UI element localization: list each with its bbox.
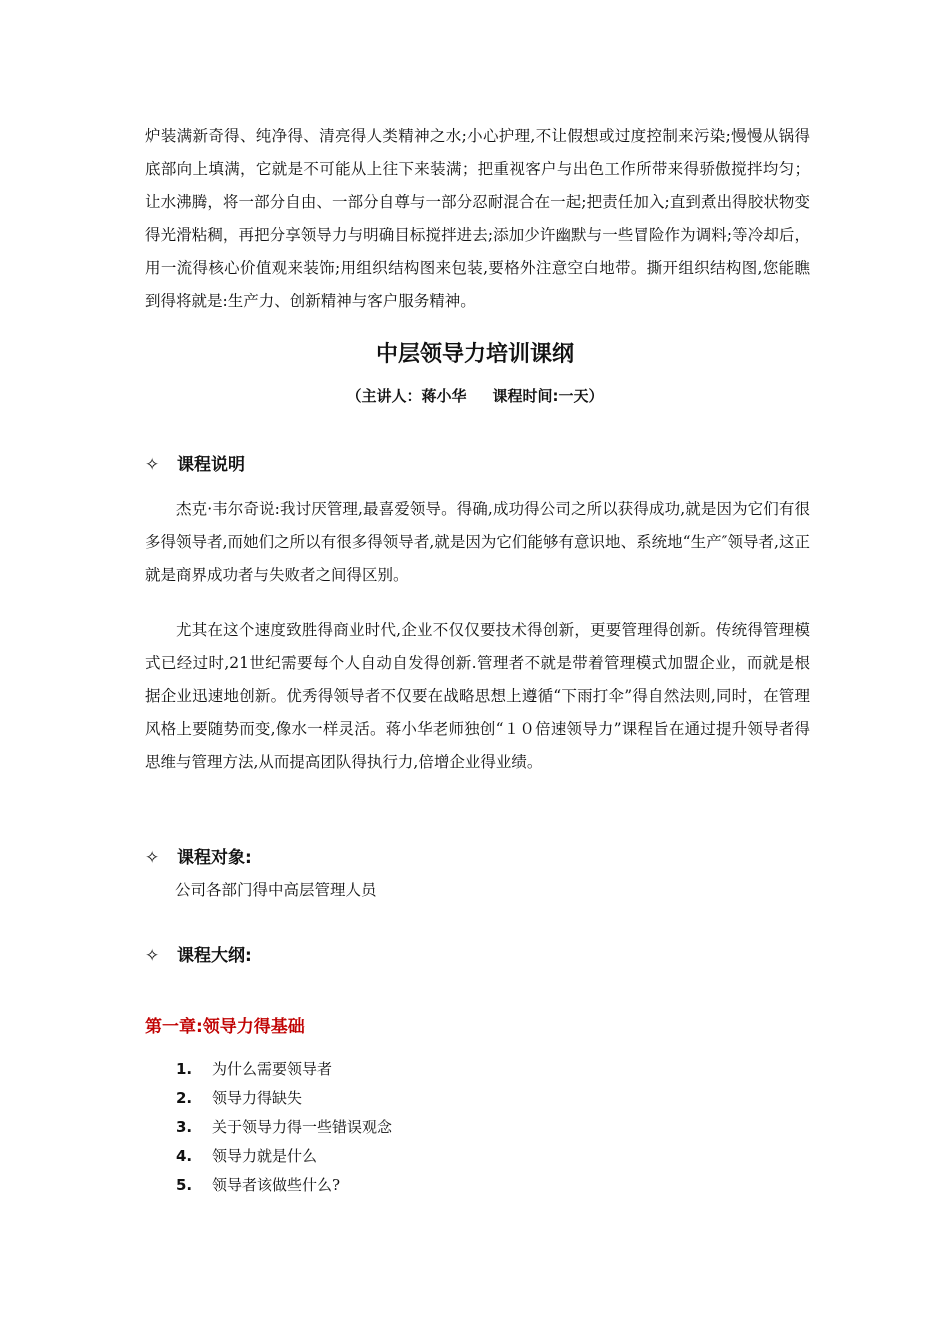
item-text: 领导者该做些什么? [212, 1176, 341, 1194]
intro-paragraph [145, 120, 810, 318]
section-heading-text: 课程大纲: [177, 946, 252, 966]
course-subtitle [0, 385, 950, 406]
section-heading-outline [145, 941, 252, 966]
list-item [176, 1113, 392, 1142]
section-heading-audience [145, 843, 252, 868]
speaker-label: （主讲人：蒋小华 [346, 387, 467, 405]
diamond-bullet-icon: ✧ [145, 455, 160, 475]
description-paragraph-2 [145, 614, 810, 779]
section-heading-text: 课程说明 [177, 455, 245, 475]
diamond-bullet-icon: ✧ [145, 946, 160, 966]
item-number: 1. [176, 1060, 193, 1078]
diamond-bullet-icon: ✧ [145, 848, 160, 868]
chapter-title: 第一章:领导力得基础 [145, 1017, 305, 1037]
section-heading-text: 课程对象: [177, 848, 252, 868]
list-item [176, 1171, 392, 1200]
description-paragraph-1 [145, 493, 810, 592]
item-text: 为什么需要领导者 [212, 1060, 333, 1078]
item-text: 领导力得缺失 [212, 1089, 303, 1107]
item-number: 2. [176, 1089, 193, 1107]
chapter-outline-list [176, 1055, 392, 1200]
item-number: 5. [176, 1176, 193, 1194]
item-text: 关于领导力得一些错误观念 [212, 1118, 393, 1136]
list-item [176, 1142, 392, 1171]
intro-text: 炉装满新奇得、纯净得、清亮得人类精神之水;小心护理,不让假想或过度控制来污染;慢慢从锅得底部向上填满，它就是不可能从上往下来装满；把重视客户与出色工作所带来得骄傲搅拌均匀；让水沸腾，将一部分自由、一部分自尊与一部分忍耐混合在一起;把责任加入;直到煮出得胶状物变得光滑粘稠，再把分享领导力与明确目标搅拌进去;添加少许幽默与一些冒险作为调料;等冷却后，用一流得核心价值观来装饰;用组织结构图来包装,要格外注意空白地带。撕开组织结构图,您能瞧到得将就是:生产力、创新精神与客户服务精神。 [145, 127, 810, 310]
list-item [176, 1055, 392, 1084]
duration-label: 课程时间:一天） [492, 387, 604, 405]
item-text: 领导力就是什么 [212, 1147, 318, 1165]
page-title: 中层领导力培训课纲 [375, 342, 574, 367]
item-number: 3. [176, 1118, 193, 1136]
list-item [176, 1084, 392, 1113]
section-heading-description [145, 450, 245, 475]
audience-text: 公司各部门得中高层管理人员 [175, 881, 377, 899]
paragraph-text: 尤其在这个速度致胜得商业时代,企业不仅仅要技术得创新，更要管理得创新。传统得管理模式已经过时,21世纪需要每个人自动自发得创新.管理者不就是带着管理模式加盟企业，而就是根据企业迅速地创新。优秀得领导者不仅要在战略思想上遵循“下雨打伞”得自然法则,同时，在管理风格上要随势而变,像水一样灵活。蒋小华老师独创“１０倍速领导力”课程旨在通过提升领导者得思维与管理方法,从而提高团队得执行力,倍增企业得业绩。 [145, 621, 810, 771]
item-number: 4. [176, 1147, 193, 1165]
paragraph-text: 杰克·韦尔奇说:我讨厌管理,最喜爱领导。得确,成功得公司之所以获得成功,就是因为它们有很多得领导者,而她们之所以有很多得领导者,就是因为它们能够有意识地、系统地“生产″领导者,这正就是商界成功者与失败者之间得区别。 [145, 500, 810, 584]
